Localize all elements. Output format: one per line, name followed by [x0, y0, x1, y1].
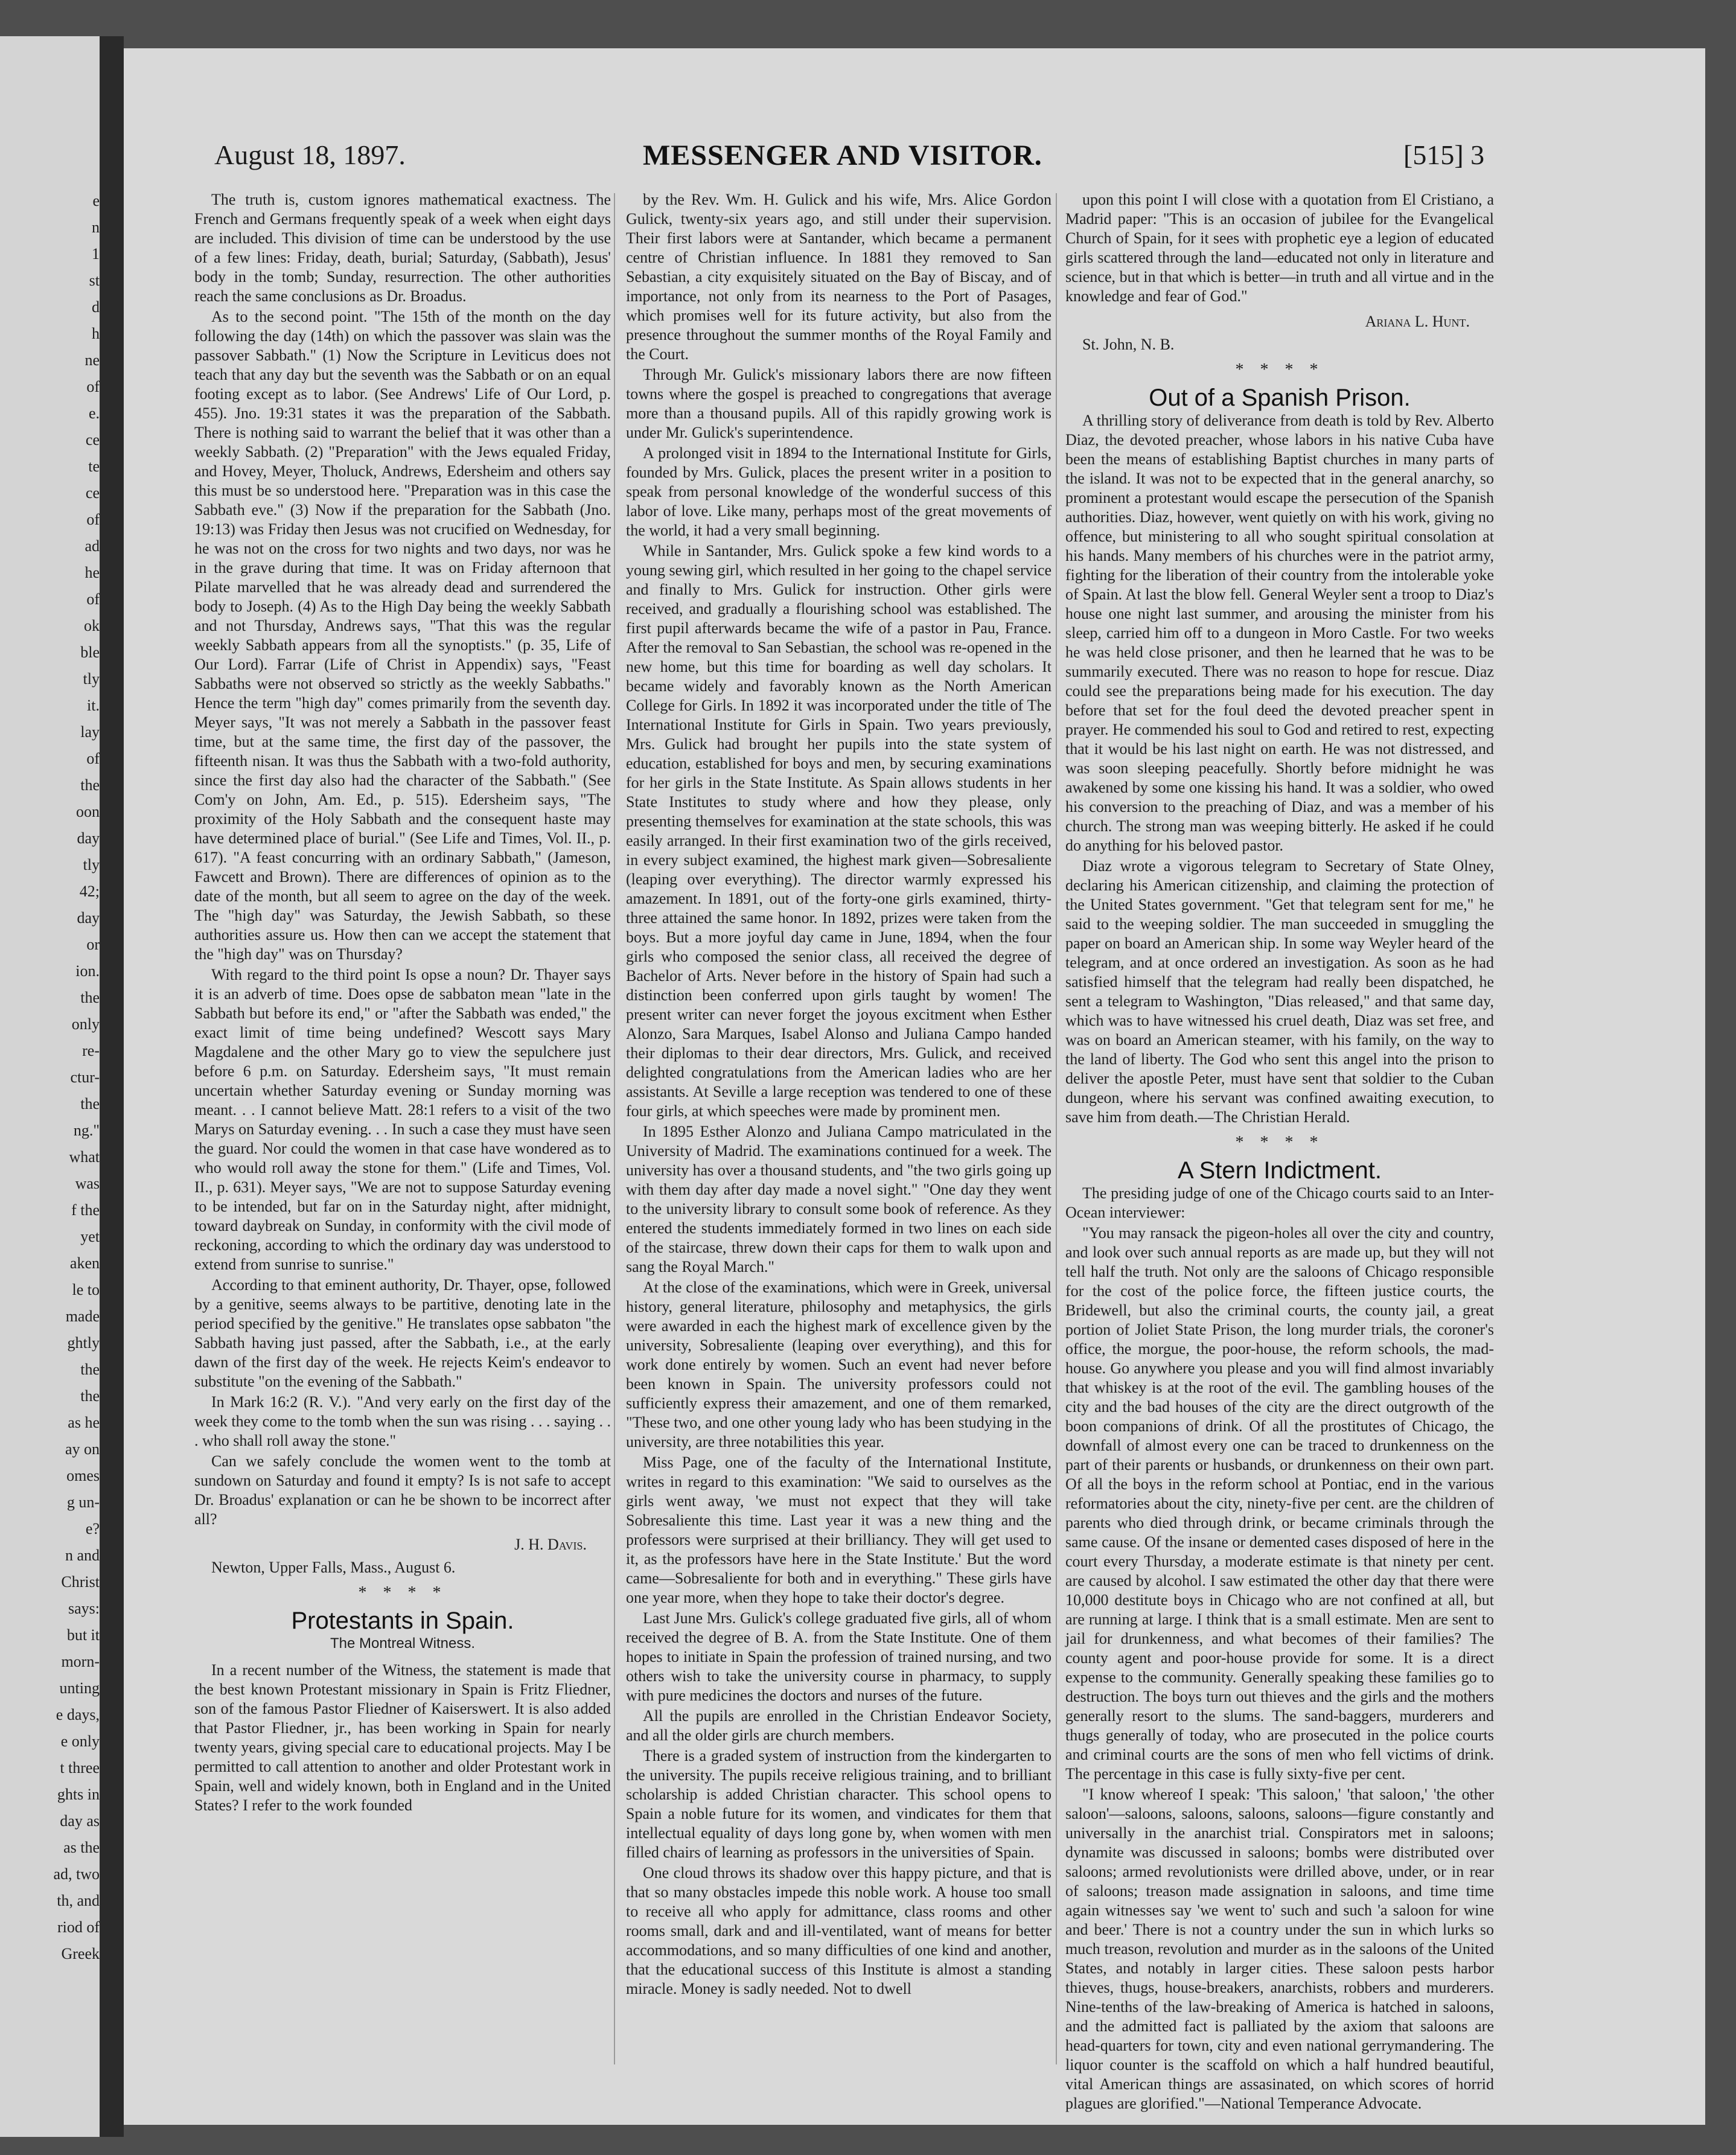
adjacent-page-fragment: ok	[84, 617, 100, 634]
article-source: The Montreal Witness.	[330, 1635, 476, 1652]
article-heading: Out of a Spanish Prison.	[1149, 385, 1411, 411]
article-heading: A Stern Indictment.	[1178, 1157, 1382, 1184]
adjacent-page-fragment: the	[80, 989, 100, 1006]
adjacent-page-fragment: n	[92, 219, 100, 236]
adjacent-page-fragment: ne	[85, 351, 100, 369]
adjacent-page-fragment: of	[86, 511, 100, 528]
paragraph: A thrilling story of deliverance from death is told by Rev. Alberto Diaz, the devoted preacher, whose labors in his native Cuba have been the means of establishing Baptist churches in many parts of the island. It was not to be expected that in the general anarchy, so prominent a protestant would escape the persecution of the Spanish authorities. Diaz, however, went quietly on with his work, giving no offence, but ministering to all who sought spiritual consolation at his hands. Many members of his churches were in the patriot army, fighting for the liberation of their country from the intolerable yoke of Spain. At last the blow fell. General Weyler sent a troop to Diaz's house one night last summer, and arousing the minister from his sleep, carried him off to a dungeon in Moro Castle. For two weeks he was held close prisoner, and then he learned that he was to be summarily executed. There was no reason to hope for rescue. Diaz could see the preparations being made for his execution. The day before that set for the foul deed the devoted preacher spent in prayer. He commended his soul to God and retired to rest, expecting that it would be his last night on earth. He was not distressed, and was soon sleeping peacefully. Shortly before midnight he was awakened by some one kissing his hand. It was a soldier, who owed his conversion to the preaching of Diaz, and was a member of his church. The strong man was weeping bitterly. He asked if he could do anything for his beloved pastor.	[1065, 412, 1494, 854]
adjacent-page-fragment: the	[80, 776, 100, 794]
column-2	[626, 190, 1051, 2000]
adjacent-page-fragment: unting	[59, 1679, 100, 1697]
article-heading: Protestants in Spain.	[291, 1607, 514, 1634]
paragraph: In a recent number of the Witness, the statement is made that the best known Protestant missionary in Spain is Fritz Fliedner, son of the famous Pastor Fliedner of Kaiserswert. It is also added that Pastor Fliedner, jr., has been working in Spain for nearly twenty years, giving special care to educational projects. May I be permitted to call attention to another and older Protestant work in Spain, well and widely known, both in England and in the United States? I refer to the work founded	[194, 1661, 611, 1814]
adjacent-page-fragment: was	[75, 1175, 100, 1192]
adjacent-page-fragment: e only	[60, 1732, 100, 1750]
adjacent-page-fragment: Greek	[61, 1945, 100, 1962]
adjacent-page-fragment: f the	[71, 1201, 100, 1219]
column-3-article-2	[1065, 411, 1494, 1127]
adjacent-page-fragment: 42;	[79, 883, 100, 900]
paragraph: Miss Page, one of the faculty of the International Institute, writes in regard to this examination: "We said to ourselves as the girls went away, 'we must not expect that they will take Sobresaliente this time. Last year it was a new thing and the professors were surprised at their brilliancy. They will get used to it, as the professors have here in the State Institute.' But the word came—Sobresaliente for both and in everything." These girls have one year more, when they hope to take their doctor's degree.	[626, 1454, 1051, 1606]
paragraph: Last June Mrs. Gulick's college graduated five girls, all of whom received the degree of B. A. from the State Institute. One of them hopes to initiate in Spain the profession of trained nursing, and two others wish to take the university course in pharmacy, to supply with pure medicines the doctors and nurses of the future.	[626, 1609, 1051, 1704]
paragraph: In 1895 Esther Alonzo and Juliana Campo matriculated in the University of Madrid. The examinations continued for a week. The university has over a thousand students, and "the two girls going up with them day after day made a novel sight." "One day they went to the university library to consult some book of reference. As they entered the students immediately formed in two lines on each side of the staircase, threw down their caps for them to walk upon and sang the Royal March."	[626, 1123, 1051, 1275]
page-gutter	[100, 36, 124, 2137]
adjacent-page-fragment: as the	[63, 1839, 100, 1856]
paragraph: In Mark 16:2 (R. V.). "And very early on the first day of the week they come to the tomb when the sun was rising . . . saying . . . who shall roll away the stone."	[194, 1393, 611, 1449]
adjacent-page-fragment: the	[80, 1361, 100, 1378]
adjacent-page-fragment: of	[86, 750, 100, 767]
adjacent-page-fragment: day	[77, 829, 100, 847]
adjacent-page-fragment: oon	[76, 803, 100, 820]
paragraph: There is a graded system of instruction from the kindergarten to the university. The pupils receive religious training, and to brilliant scholarship is added Christian character. This school opens to Spain a noble future for its women, and vindicates for them that intellectual equality of days long gone by, when women with men filled chairs of learning as professors in the universities of Spain.	[626, 1747, 1051, 1861]
adjacent-page-fragment: the	[80, 1387, 100, 1405]
paragraph: The presiding judge of one of the Chicago courts said to an Inter-Ocean interviewer:	[1065, 1184, 1494, 1221]
separator-stars: * * * *	[1235, 360, 1324, 379]
paragraph: The truth is, custom ignores mathematical exactness. The French and Germans frequently speak of a week when eight days are included. This division of time can be understood by the use of a few lines: Friday, death, burial; Saturday, (Sabbath), Jesus' body in the tomb; Sunday, resurrection. The other authorities reach the same conclusions as Dr. Broadus.	[194, 191, 611, 305]
adjacent-page-fragment: ce	[85, 484, 100, 502]
column-rule	[1056, 193, 1057, 2064]
dateline: Newton, Upper Falls, Mass., August 6.	[211, 1559, 456, 1576]
column-3-article	[1065, 190, 1494, 306]
adjacent-page-fragment: tly	[83, 856, 100, 873]
adjacent-page-fragment: ad	[85, 537, 100, 555]
column-1-article-2	[194, 1661, 611, 1815]
adjacent-page-fragment: says:	[68, 1600, 100, 1617]
paragraph: by the Rev. Wm. H. Gulick and his wife, Mrs. Alice Gordon Gulick, twenty-six years ago, and still under their supervision. Their first labors were at Santander, which became a permanent centre of Christian influence. In 1881 they removed to San Sebastian, a city exquisitely situated on the Bay of Biscay, and of importance, not only from its nearness to the Port of Pasages, which promises well for its future activity, but also from the presence throughout the summer months of the Royal Family and the Court.	[626, 191, 1051, 363]
adjacent-page-fragment: d	[92, 298, 100, 316]
adjacent-page-fragment: e	[92, 192, 100, 209]
adjacent-page-fragment: ctur-	[70, 1068, 100, 1086]
signature: J. H. Davis.	[514, 1536, 587, 1553]
adjacent-page-fragment: made	[65, 1307, 100, 1325]
adjacent-page-fragment: 1	[92, 245, 100, 263]
adjacent-page-fragment: day	[77, 909, 100, 927]
adjacent-page-fragment: riod of	[57, 1918, 100, 1936]
adjacent-page-fragment: ce	[85, 431, 100, 449]
adjacent-page-fragment: n and	[65, 1547, 100, 1564]
adjacent-page-fragment: h	[92, 325, 100, 342]
newspaper-page	[124, 48, 1705, 2125]
signature: Ariana L. Hunt.	[1365, 313, 1470, 330]
header-title: MESSENGER AND VISITOR.	[643, 139, 1042, 171]
paragraph: Diaz wrote a vigorous telegram to Secretary of State Olney, declaring his American citizenship, and claiming the protection of the United States government. "Get that telegram sent for me," he said to the weeping soldier. The man succeeded in smuggling the paper on board an American ship. In some way Weyler heard of the telegram, and at once ordered an investigation. As soon as he had satisfied himself that the telegram had really been dispatched, he sent a telegram to Washington, "Dias released," and that same day, which was to have witnessed his cruel death, Diaz was set free, and was on board an American steamer, with his family, on the way to the land of liberty. The God who sent this angel into the prison to deliver the apostle Peter, must have sent that soldier to the Cuban dungeon, where his servant was confined awaiting execution, to save him from death.—The Christian Herald.	[1065, 857, 1494, 1126]
adjacent-page-fragment: tly	[83, 670, 100, 688]
header-page-number: [515] 3	[1403, 139, 1485, 170]
adjacent-page-fragment: ion.	[75, 962, 100, 980]
adjacent-page-fragment: of	[86, 590, 100, 608]
adjacent-page-fragment: as he	[68, 1414, 100, 1431]
adjacent-page-fragment: th, and	[57, 1892, 100, 1909]
adjacent-page-fragment: ghts in	[57, 1786, 100, 1803]
adjacent-page-fragment: re-	[82, 1042, 100, 1059]
adjacent-page-fragment: e.	[88, 404, 100, 422]
paragraph: upon this point I will close with a quotation from El Cristiano, a Madrid paper: "This is an occasion of jubilee for the Evangelical Church of Spain, for it sees with prophetic eye a legion of educated girls scattered through the land—educated not only in literature and science, but in that which is better—in truth and all virtue and in the knowledge and fear of God."	[1065, 191, 1494, 305]
adjacent-page-fragment: e?	[85, 1520, 100, 1537]
paragraph: According to that eminent authority, Dr. Thayer, opse, followed by a genitive, seems always to be partitive, denoting late in the period specified by the genitive." He translates opse sabbaton "the Sabbath having just passed, after the Sabbath, i.e., at the early dawn of the first day of the week. He rejects Keim's endeavor to substitute "on the evening of the Sabbath."	[194, 1276, 611, 1390]
paragraph: "You may ransack the pigeon-holes all over the city and country, and look over such annual reports as are made up, but they will not tell half the truth. Not only are the saloons of Chicago responsible for the cost of the police force, the fifteen justice courts, the Bridewell, but also the criminal courts, the county jail, a great portion of Joliet State Prison, the long murder trials, the coroner's office, the morgue, the poor-house, the reform schools, the mad-house. Go anywhere you please and you will find almost invariably that whiskey is at the root of the evil. The gambling houses of the city and the bad houses of the city are the direct outgrowth of the boon companions of drink. Of all the prostitutes of Chicago, the downfall of almost every one can be traced to drunkenness on the part of their parents or husbands, or drunkenness on their own part. Of all the boys in the reform school at Pontiac, end in the various reformatories about the city, ninety-five per cent. are the children of parents who died through drink, or became criminals through the same cause. Of the insane or demented cases disposed of here in the court every Thursday, a moderate estimate is that ninety per cent. are caused by alcohol. I saw estimated the other day that there were 10,000 destitute boys in Chicago who are not confined at all, but are running at large. I think that is a small estimate. Men are sent to jail for drunkenness, and what becomes of their families? The county agent and poor-house provide for some. It is a direct expense to the community. Generally speaking these families go to destruction. The boys turn out thieves and the girls and the mothers generally resort to the slums. The sand-baggers, murderers and thugs generally of today, who are prosecuted in the police courts and criminal courts are the sons of men who fell victims of drink. The percentage in this case is fully sixty-five per cent.	[1065, 1224, 1494, 1783]
adjacent-page-fragment: yet	[80, 1228, 100, 1245]
paragraph: At the close of the examinations, which were in Greek, universal history, general literature, philosophy and metaphysics, the girls were awarded in each the highest mark of excellence given by the university, Sobresaliente (leaping over everything), and this for work done entirely by women. Such an event had never before been known in Spain. The university professors could not sufficiently express their amazement, and one of them remarked, "These two, and one other young lady who has been studying in the university, are three notabilities this year.	[626, 1279, 1051, 1451]
column-rule	[614, 193, 615, 2064]
adjacent-page-fragment: g un-	[66, 1493, 100, 1511]
adjacent-page-fragment: t three	[60, 1759, 100, 1777]
adjacent-page-fragment: he	[85, 564, 100, 581]
adjacent-page-fragment: ad, two	[53, 1865, 100, 1883]
adjacent-page-fragment: of	[86, 378, 100, 395]
adjacent-page-fragment: morn-	[61, 1653, 100, 1670]
adjacent-page-strip	[0, 36, 100, 2137]
column-3	[1065, 190, 1494, 2115]
paragraph: One cloud throws its shadow over this happy picture, and that is that so many obstacles impede this noble work. A house too small to receive all who apply for admittance, class rooms and other rooms small, dark and and ill-ventilated, want of means for better accommodations, and so many difficulties of one kind and another, that the educational success of this Institute is almost a standing miracle. Money is sadly needed. Not to dwell	[626, 1864, 1051, 1997]
column-1	[194, 190, 611, 1816]
dateline: St. John, N. B.	[1082, 336, 1175, 353]
adjacent-page-fragment: it.	[87, 697, 100, 714]
page-header	[124, 139, 1705, 181]
separator-stars: * * * *	[358, 1583, 447, 1602]
adjacent-page-fragment: only	[71, 1015, 100, 1033]
adjacent-page-fragment: or	[86, 936, 100, 953]
adjacent-page-fragment: lay	[80, 723, 100, 741]
adjacent-page-fragment: aken	[69, 1254, 100, 1272]
adjacent-page-fragment: but it	[66, 1626, 100, 1644]
adjacent-page-fragment: ng."	[73, 1122, 100, 1139]
adjacent-page-fragment: the	[80, 1095, 100, 1113]
paragraph: Through Mr. Gulick's missionary labors there are now fifteen towns where the gospel is preached to congregations that average more than a thousand pupils. All of this rapidly growing work is under Mr. Gulick's superintendence.	[626, 366, 1051, 441]
adjacent-page-fragment: Christ	[61, 1573, 100, 1591]
adjacent-page-fragment: le to	[72, 1281, 100, 1298]
paragraph: All the pupils are enrolled in the Christian Endeavor Society, and all the older girls are church members.	[626, 1707, 1051, 1744]
column-2-article	[626, 190, 1051, 1999]
adjacent-page-fragment: st	[89, 272, 100, 289]
column-3-article-3	[1065, 1184, 1494, 2113]
paragraph: Can we safely conclude the women went to the tomb at sundown on Saturday and found it empty? Is is not safe to accept Dr. Broadus' explanation or can he be shown to be incorrect after all?	[194, 1452, 611, 1528]
paragraph: As to the second point. "The 15th of the month on the day following the day (14th) on which the passover was slain was the passover Sabbath." (1) Now the Scripture in Leviticus does not teach that any day but the seventh was the Sabbath or on an equal footing except as to labor. (See Andrews' Life of Our Lord, p. 455). Jno. 19:31 states it was the preparation of the Sabbath. There is nothing said to warrant the belief that it was other than a weekly Sabbath. (2) "Preparation" with the Jews equaled Friday, and Hovey, Meyer, Tholuck, Andrews, Edersheim and others say this must be so understood here. "Preparation was in this case the Sabbath eve." (3) Now if the preparation for the Sabbath (Jno. 19:13) was Friday then Jesus was not crucified on Wednesday, for he was not on the cross for two nights and two days, nor was he in the grave during that time. It was on Friday afternoon that Pilate marvelled that he was already dead and surrendered the body to Joseph. (4) As to the High Day being the weekly Sabbath and not Thursday, Andrews says, "That this was the regular weekly Sabbath appears from all the synoptists." (p. 35, Life of Our Lord). Farrar (Life of Christ in Appendix) says, "Feast Sabbaths were not observed so strictly as the weekly Sabbaths." Hence the term "high day" comes primarily from the seventh day. Meyer says, "It was not merely a Sabbath in the passover feast time, but at the same time, the first day of the passover, the fifteenth nisan. It was thus the Sabbath with a two-fold authority, since the first day also had the character of the Sabbath." (See Com'y on John, Am. Ed., p. 515). Edersheim says, "The proximity of the Holy Sabbath and the consequent haste may have determined place of burial." (See Life and Times, Vol. II., p. 617). "A feast concurring with an ordinary Sabbath," (Jameson, Fawcett and Brown). There are differences of opinion as to the date of the month, but all seem to agree on the day of the week. The "high day" was Saturday, the Jewish Sabbath, so these authorities assure us. How then can we accept the statement that the "high day" was on Thursday?	[194, 308, 611, 963]
adjacent-page-fragment: omes	[66, 1467, 100, 1484]
adjacent-page-fragment: e days,	[56, 1706, 100, 1723]
paragraph: "I know whereof I speak: 'This saloon,' 'that saloon,' 'the other saloon'—saloons, saloons, saloons, saloons—figure constantly and universally in the anarchist trial. Conspirators met in saloons; dynamite was discussed in saloons; bombs were distributed over saloons; armed revolutionists were drilled above, under, or in rear of saloons; treason made assignation in saloons, and time time again witnesses say 'we went to' such and such 'a saloon for wine and beer.' There is not a country under the sun in which lurks so much treason, revolution and murder as in the saloons of the United States, and notably in larger cities. These saloon pests harbor thieves, thugs, house-breakers, anarchists, robbers and murderers. Nine-tenths of the law-breaking of America is hatched in saloons, and the admitted fact is palliated by the axiom that saloons are head-quarters for town, city and even national gerrymandering. The liquor counter is the scaffold on which a half hundred beautiful, vital American things are assasinated, on which scores of horrid plagues are glorified."—National Temperance Advocate.	[1065, 1786, 1494, 2112]
adjacent-page-fragment: ble	[80, 643, 100, 661]
adjacent-page-fragment: day as	[60, 1812, 100, 1830]
adjacent-page-fragment: ghtly	[67, 1334, 100, 1352]
header-date: August 18, 1897.	[214, 139, 406, 170]
adjacent-page-fragment: ay on	[65, 1440, 100, 1458]
column-1-article	[194, 190, 611, 1529]
paragraph: A prolonged visit in 1894 to the International Institute for Girls, founded by Mrs. Gulick, places the present writer in a position to speak from personal knowledge of the wonderful success of this labor of love. Like many, perhaps most of the great movements of the world, it had a very small beginning.	[626, 444, 1051, 539]
paragraph: With regard to the third point Is opse a noun? Dr. Thayer says it is an adverb of time. Does opse de sabbaton mean "late in the Sabbath but before its end," or "after the Sabbath was ended," the exact limit of time being undefined? Wescott says Mary Magdalene and the other Mary go to view the sepulchere just before 6 p.m. on Saturday. Edersheim says, "It must remain uncertain whether Saturday evening or Sunday morning was meant. . . I cannot believe Matt. 28:1 refers to a visit of the two Marys on Saturday evening. . . In such a case they must have seen the guard. Nor could the women in that case have wondered as to who would roll away the stone for them." (Life and Times, Vol. II., p. 631). Meyer says, "We are not to suppose Saturday evening to be intended, but far on in the Saturday night, after midnight, toward daybreak on Sunday, in conformity with the civil mode of reckoning, according to which the ordinary day was understood to extend from sunrise to sunrise."	[194, 966, 611, 1273]
separator-stars: * * * *	[1235, 1133, 1324, 1152]
adjacent-page-fragment: te	[88, 458, 100, 475]
paragraph: While in Santander, Mrs. Gulick spoke a few kind words to a young sewing girl, which resulted in her going to the chapel service and finally to Mrs. Gulick for instruction. Other girls were received, and gradually a flourishing school was established. The first pupil afterwards became the wife of a pastor in Pau, France. After the removal to San Sebastian, the school was re-opened in the new home, but this time for boarding as well day scholars. It became widely and favorably known as the North American College for Girls. In 1892 it was incorporated under the title of The International Institute for Girls in Spain. Two years previously, Mrs. Gulick had brought her pupils into the state system of education, established for boys and men, by securing examinations for her girls in the State Institute. As Spain allows students in her State Institutes to study where and how they please, only presenting themselves for examination at the state schools, this was easily arranged. In their first examination two of the girls received, in every subject examined, the highest mark given—Sobresaliente (leaping over everything). The director warmly expressed his amazement. In 1891, out of the forty-one girls examined, thirty-three attained the same honor. In 1892, prizes were taken from the boys. But a more joyful day came in June, 1894, when the four girls who composed the senior class, all received the degree of Bachelor of Arts. Never before in the history of Spain had such a distinction been conferred upon girls taught by women! The present writer can never forget the joyous excitment when Esther Alonzo, Sara Marques, Isabel Alonso and Juliana Campo handed their diplomas to their dear directors, Mrs. Gulick, and received delighted congratulations from the American ladies who are her assistants. At Seville a large reception was tendered to one of these four girls, at which speeches were made by prominent men.	[626, 542, 1051, 1120]
adjacent-page-fragment: what	[69, 1148, 100, 1166]
